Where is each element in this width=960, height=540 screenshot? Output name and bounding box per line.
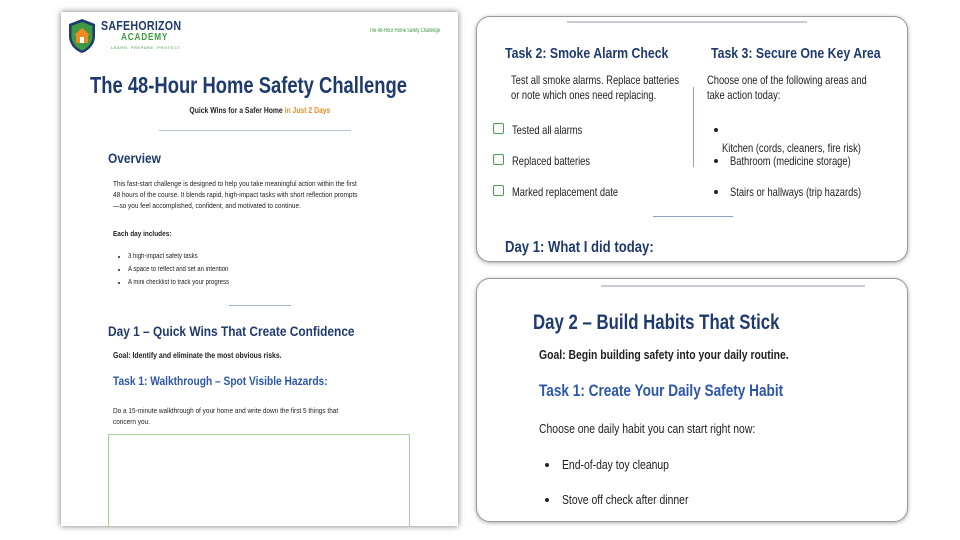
divider (229, 305, 291, 306)
list-item: • 3 high-impact safety tasks (128, 250, 413, 263)
day2-habit-item: Stove off check after dinner (545, 491, 720, 509)
day2-habit-item: End-of-day toy cleanup (545, 456, 696, 474)
task1-heading: Task 1: Walkthrough – Spot Visible Hazards: (113, 374, 328, 388)
logo-tagline: LEARN. PREPARE. PROTECT (111, 45, 181, 50)
divider (653, 216, 733, 217)
checkbox[interactable] (493, 123, 504, 134)
day2-heading: Day 2 – Build Habits That Stick (533, 311, 780, 334)
task2-heading: Task 2: Smoke Alarm Check (505, 45, 669, 62)
day2-task1-heading: Task 1: Create Your Daily Safety Habit (539, 381, 784, 400)
overview-heading: Overview (108, 150, 161, 166)
day2-goal: Goal: Begin building safety into your daily routine. (539, 347, 789, 362)
shield-house-logo-icon (67, 18, 97, 54)
each-day-list (113, 250, 413, 289)
page-subtitle (61, 106, 458, 115)
logo-subname: ACADEMY (121, 32, 169, 43)
task2-checklist-item[interactable]: Tested all alarms (493, 121, 603, 139)
day1-goal: Goal: Identify and eliminate the most obvious risks. (113, 351, 282, 360)
list-item: • A space to reflect and set an intention (128, 263, 413, 276)
task3-text: Choose one of the following areas and take action today: (707, 73, 867, 102)
day1-heading: Day 1 – Quick Wins That Create Confidence (108, 323, 355, 339)
subtitle-highlight: in Just 2 Days (284, 106, 330, 115)
list-item: • A mini checklist to track your progress (128, 276, 413, 289)
logo-name: SAFEHORIZON (101, 18, 182, 33)
worksheet-snippet-day1-tasks (476, 16, 908, 262)
worksheet-snippet-day2 (476, 278, 908, 522)
task3-list-item: Stairs or hallways (trip hazards) (714, 183, 899, 201)
task3-list-item: Kitchen (cords, cleaners, fire risk) (714, 121, 907, 157)
header-title: The 48-Hour Home Safety Challenge (369, 28, 441, 34)
worksheet-page (61, 12, 458, 526)
task2-text: Test all smoke alarms. Replace batteries or note which ones need replacing. (511, 73, 680, 102)
subtitle-main: Quick Wins for a Safer Home (189, 106, 283, 115)
divider (567, 21, 807, 23)
divider (159, 130, 351, 131)
task3-list-item: Bathroom (medicine storage) (714, 152, 885, 170)
checkbox[interactable] (493, 185, 504, 196)
checkbox[interactable] (493, 154, 504, 165)
task1-text: Do a 15-minute walkthrough of your home and write down the first 5 things that concern you. (113, 406, 339, 426)
column-divider (693, 87, 694, 167)
overview-text: This fast-start challenge is designed to help you take meaningful action within the first 48 hours of the course. It blends rapid, high-impact tasks with short reflection prompts —so you feel accomplished, confident, and motivated to continue. (113, 179, 358, 210)
task2-checklist-item[interactable]: Replaced batteries (493, 152, 613, 170)
task2-checklist-item[interactable]: Marked replacement date (493, 183, 649, 201)
task3-heading: Task 3: Secure One Key Area (711, 45, 881, 62)
day2-task1-intro: Choose one daily habit you can start right now: (539, 421, 756, 436)
each-day-label: Each day includes: (113, 229, 172, 238)
day1-done-heading: Day 1: What I did today: (505, 239, 654, 256)
hazards-answer-box[interactable] (108, 434, 410, 526)
divider (601, 285, 865, 287)
page-title: The 48-Hour Home Safety Challenge (90, 72, 407, 98)
